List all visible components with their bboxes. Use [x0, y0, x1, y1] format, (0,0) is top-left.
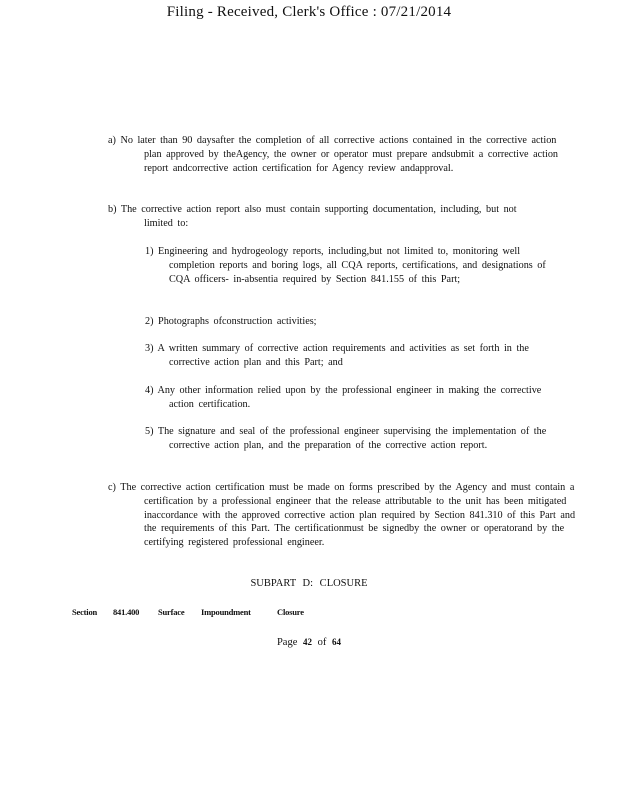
section-number: 841.400 [113, 607, 140, 617]
paragraph-c: c) The corrective action certification must be made on forms prescribed by the Agency and must contain a certification by a professional engineer that the release attributable to the unit has been mitigated inaccordance with the approved corrective action plan required by Section 841.310 of this Part and the requirements of this Part. The certificationmust be signedby the owner or operatorand by the certifying registered professional engineer. [108, 482, 576, 549]
section-word-impoundment: Impoundment [201, 607, 251, 617]
list-item-1: 1) Engineering and hydrogeology reports, including,but not limited to, monitoring well completion reports and boring logs, all CQA reports, certifications, and designations of CQA officers- in-absentia required by Section 841.155 of this Part; [145, 246, 546, 285]
list-item-2: 2) Photographs ofconstruction activities; [145, 316, 317, 327]
page-number: 42 [303, 637, 313, 647]
page-footer [0, 637, 618, 648]
page-total: 64 [332, 637, 342, 647]
list-item-4: 4) Any other information relied upon by the professional engineer in making the corrective action certification. [145, 385, 542, 410]
list-item-5: 5) The signature and seal of the professional engineer supervising the implementation of the corrective action plan, and the preparation of the corrective action report. [145, 426, 547, 451]
list-item-3: 3) A written summary of corrective action requirements and activities as set forth in the corrective action plan and this Part; and [145, 343, 529, 368]
of-word: of [317, 637, 327, 648]
paragraph-a: a) No later than 90 daysafter the completion of all corrective actions contained in the corrective action plan approved by theAgency, the owner or operator must prepare andsubmit a corrective action report andcorrective action certification for Agency review andapproval. [108, 135, 559, 174]
section-word-closure: Closure [277, 607, 304, 617]
filing-header: Filing - Received, Clerk's Office : 07/21/2014 [166, 4, 452, 20]
section-word-surface: Surface [158, 607, 185, 617]
subpart-heading: SUBPART D: CLOSURE [250, 578, 368, 589]
page-word: Page [276, 637, 298, 648]
paragraph-b: b) The corrective action report also must contain supporting documentation, including, but not limited to: [108, 204, 517, 229]
section-label: Section [72, 607, 98, 617]
